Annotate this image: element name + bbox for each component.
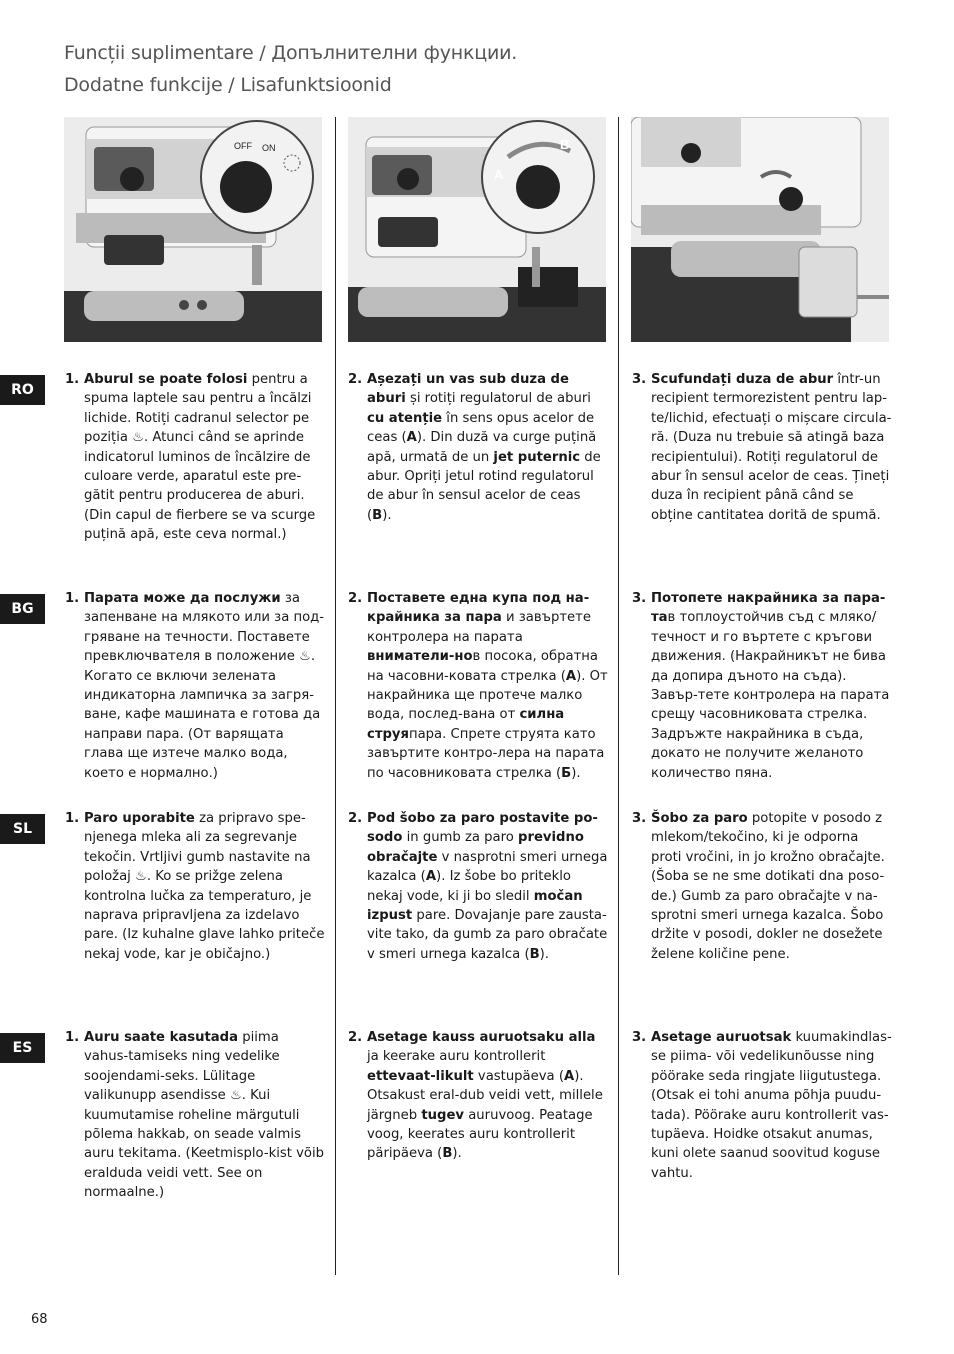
step-text: Pod šobo za paro postavite po-sodo in gumb za paro previdno obračajte v nasprotni smeri urnega kazalca (A). Iz šobe bo priteklo nekaj vode, ki ji bo sledil močan izpust pare. Dovajanje pare zausta-vite tako, da gumb za paro obračate v smeri urnega kazalca (B). [367,811,608,962]
step-number: 1. [65,1030,80,1045]
step-ro-1 [65,370,325,545]
step-text: Asetage auruotsak kuumakindlas-se piima- või vedelikunõusse ning pöörake seda ringjate liigutustega. (Otsak ei tohi anuma põhja puudu-tada). Pöörake auru kontrollerit vas-tupäeva. Hoidke otsakut anumas, kuni olete saanud soovitud koguse vahtu. [651,1030,892,1181]
arrow-b-label: B [560,137,570,152]
step-number: 3. [632,372,647,387]
milk-jug-icon [799,247,857,317]
step-text: Aburul se poate folosi pentru a spuma laptele sau pentru a încălzi lichide. Rotiți cadranul selector pe poziția ♨. Atunci când se aprinde indicatorul luminos de încălzire de culoare verde, aparatul este pre-gătit pentru producerea de aburi. (Din capul de fierbere se va scurge puțină apă, este ceva normal.) [84,372,316,543]
step-text: Потопете накрайника за пара-тав топлоустойчив съд с мляко/ течност и го въртете с кръгови движения. (Накрайникът не бива да допира дъното на съда). Завър-тете контролера на парата срещу часовниковата стрелка. Задръжте накрайника в съда, докато не получите желаното количество пяна. [651,591,890,781]
page-title-line-1: Funcții suplimentare / Допълнителни функции. [64,42,518,64]
step-number: 2. [348,372,363,387]
step-text: Scufundați duza de abur într-un recipient termorezistent pentru lap-te/lichid, efectuați o mișcare circula-ră. (Duza nu trebuie să atingă baza recipientului). Rotiți regulatorul de abur în sensul acelor de ceas. Țineți duza în recipient până când se obține cantitatea dorită de spumă. [651,372,892,523]
column-divider [335,117,336,1275]
step-text: Auru saate kasutada piima vahus-tamiseks ning vedelike soojendami-seks. Lülitage valikunupp asendisse ♨. Kui kuumutamise roheline märgutuli põlema hakkab, on seade valmis auru tekitama. (Keetmisplo-kist võib eralduda veidi vett. See on normaalne.) [84,1030,325,1201]
illustration-steam-regulator [348,117,606,342]
lang-tab-ro: RO [0,375,45,405]
step-sl-1 [65,809,325,964]
off-label: OFF [234,141,252,151]
lang-tab-bg: BG [0,594,45,624]
on-label: ON [262,143,276,153]
step-text: Așezați un vas sub duza de aburi și rotiți regulatorul de aburi cu atenție în sens opus acelor de ceas (A). Din duză va curge puțină apă, urmată de un jet puternic de abur. Opriți jetul rotind regulatorul de abur în sensul acelor de ceas (B). [367,372,601,523]
step-text: Парата може да послужи за запенване на млякото или за под-гряване на течности. Поставете превключвателя в положение ♨. Когато се включи зелената индикаторна лампичка за загря-ване, кафе машината е готова да направи пара. (От варящата глава ще изтече малко вода, което е нормално.) [84,591,325,781]
step-text: Поставете една купа под на-крайника за пара и завъртете контролера на парата вниматели-нов посока, обратна на часовни-ковата стрелка (A). От накрайника ще протече малко вода, послед-вана от силна струяпара. Спрете струята като завъртите контро-лера на парата по часовниковата стрелка (Б). [367,591,608,781]
step-number: 2. [348,1030,363,1045]
step-es-2 [348,1028,608,1164]
step-text: Asetage kauss auruotsaku alla ja keerake auru kontrollerit ettevaat-likult vastupäeva (A). Otsakust eral-dub veidi vett, millele järgneb tugev auruvoog. Peatage voog, keerates auru kontrollerit päripäeva (B). [367,1030,603,1162]
steam-regulator-knob-icon [516,165,560,209]
step-es-3 [632,1028,892,1183]
step-number: 1. [65,372,80,387]
step-bg-3 [632,589,892,783]
step-ro-2 [348,370,608,525]
page-title-line-2: Dodatne funkcije / Lisafunktsioonid [64,74,392,96]
arrow-a-label: A [494,167,504,182]
step-text: Šobo za paro potopite v posodo z mlekom/tekočino, ki je odporna proti vročini, in jo krožno obračajte. (Šoba se ne sme dotikati dna poso-de.) Gumb za paro obračajte v na-sprotni smeri urnega kazalca. Šobo držite v posodi, dokler ne dosežete želene količine pene. [651,811,885,962]
illustration-steam-selector [64,117,322,342]
step-number: 2. [348,591,363,606]
illustration-steam-frothing [631,117,889,342]
step-number: 3. [632,811,647,826]
step-number: 2. [348,811,363,826]
step-sl-2 [348,809,608,964]
step-number: 3. [632,591,647,606]
lang-tab-sl: SL [0,814,45,844]
step-bg-2 [348,589,608,783]
lang-tab-es: ES [0,1033,45,1063]
step-number: 1. [65,811,80,826]
selector-knob-icon [120,167,144,191]
steam-knob-icon [779,187,803,211]
cup-icon [518,267,578,307]
step-es-1 [65,1028,325,1203]
step-ro-3 [632,370,892,525]
step-bg-1 [65,589,325,783]
step-number: 1. [65,591,80,606]
dial-zoom-icon [220,161,272,213]
step-number: 3. [632,1030,647,1045]
step-text: Paro uporabite za pripravo spe-njenega mleka ali za segrevanje tekočin. Vrtljivi gumb nastavite na položaj ♨. Ko se prižge zelena kontrolna lučka za temperaturo, je naprava pripravljena za izdelavo pare. (Iz kuhalne glave lahko priteče nekaj vode, kar je običajno.) [84,811,325,962]
page-number: 68 [31,1312,48,1327]
column-divider [618,117,619,1275]
step-sl-3 [632,809,892,964]
